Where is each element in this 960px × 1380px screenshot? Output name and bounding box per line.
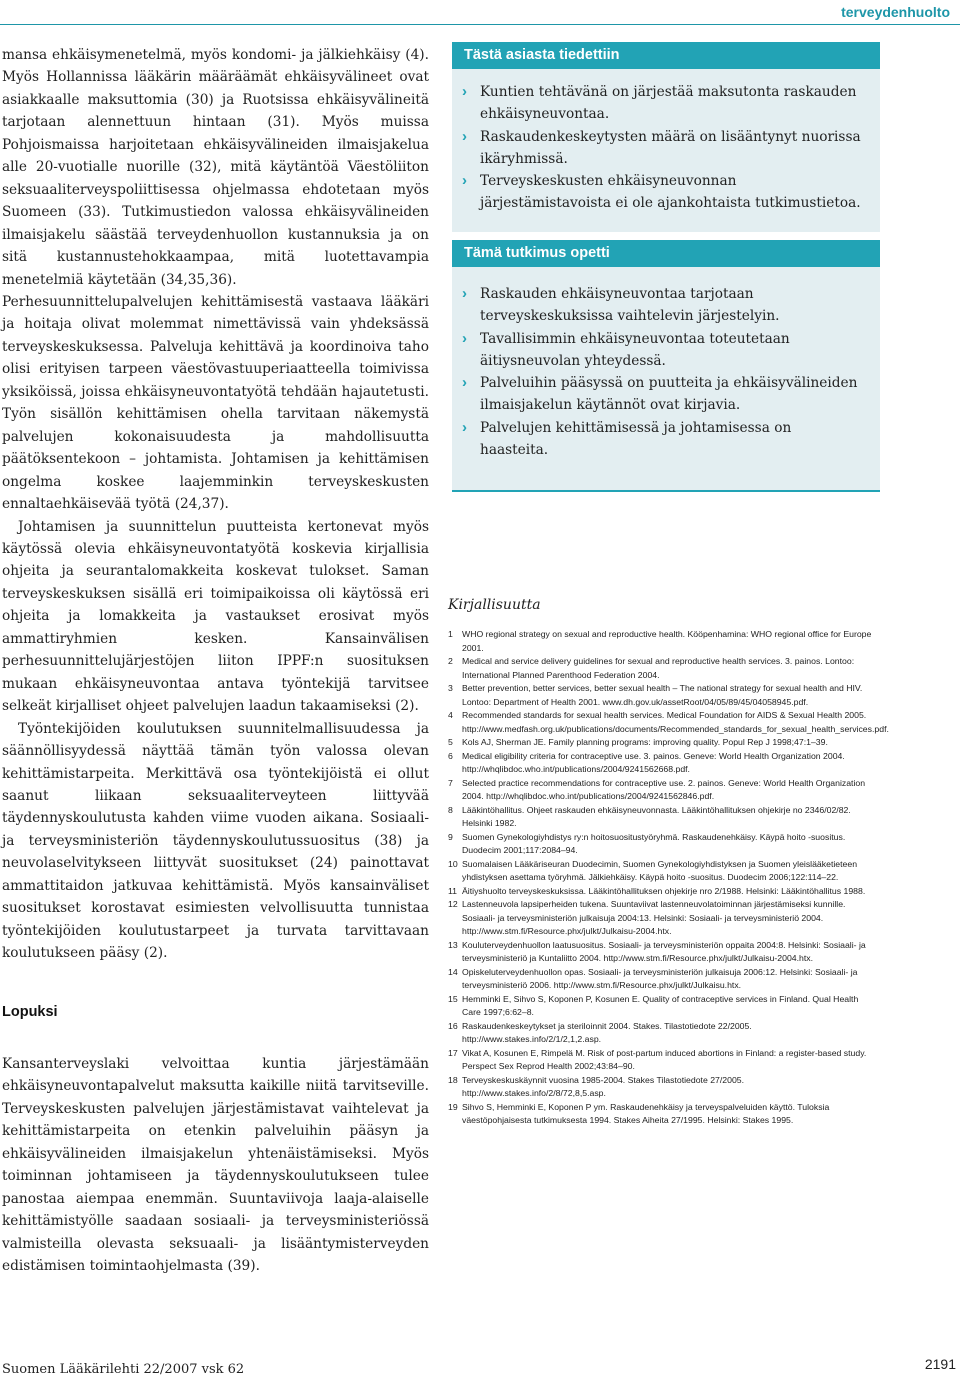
reference-item	[448, 1020, 876, 1047]
reference-number: 19	[448, 1101, 458, 1112]
reference-number: 10	[448, 858, 458, 869]
list-item	[462, 81, 862, 126]
reference-item	[448, 898, 876, 939]
reference-text: Selected practice recommendations for contraceptive use. 2. painos. Geneve: World Health Organization 2004. http://whqlibdoc.who.int/publications/2004/9241562846.pdf.	[462, 777, 866, 801]
list-item-text: Raskauden ehkäisyneuvontaa tarjotaan terveyskeskuksissa vaihtelevin järjestelyin.	[480, 286, 780, 325]
chevron-right-icon: ›	[462, 418, 467, 436]
reference-text: Kols AJ, Sherman JE. Family planning programs: improving quality. Popul Rep J 1998;47:1–39.	[462, 737, 828, 747]
chevron-right-icon: ›	[462, 329, 467, 347]
reference-item	[448, 750, 876, 777]
reference-item	[448, 628, 876, 655]
chevron-right-icon: ›	[462, 172, 467, 190]
reference-item	[448, 885, 876, 899]
known-facts-box	[452, 42, 880, 232]
reference-text: Better prevention, better services, better sexual health – The national strategy for sexual health and HIV. Lontoo: Department of Health 2001. www.dh.gov.uk/assetRoot/04/05/89/45/04058945.pdf.	[462, 683, 863, 707]
chevron-right-icon: ›	[462, 285, 467, 302]
list-item-text: Terveyskeskusten ehkäisyneuvonnan järjestämistavoista ei ole ajankohtaista tutkimustietoa.	[480, 173, 861, 212]
box-bottom-rule	[452, 490, 880, 492]
reference-number: 11	[448, 885, 458, 896]
list-item-text: Kuntien tehtävänä on järjestää maksutonta raskauden ehkäisyneuvontaa.	[480, 84, 857, 123]
reference-number: 13	[448, 939, 458, 950]
body-paragraph: mansa ehkäisymenetelmä, myös kondomi- ja jälkiehkäisy (4). Myös Hollannissa lääkärin määräämät ehkäisyvälineet ovat asiakkaalle maksuttomia (30) ja Ruotsissa ehkäisyvälineitä tarjotaan alennettuun hintaan (31). Myös muissa Pohjoismaissa harjoitetaan ehkäisyvälineiden ilmaisjakelua alle 20-vuotialle nuorille (32), mitä käytäntöä Väestöliiton seksuaaliterveyspoliittisessa ohjelmassa ehdotetaan myös Suomeen (33). Tutkimustiedon valossa ehkäisyvälineiden ilmaisjakelu säästää terveydenhuollon kustannuksia ja on sitä kustannustehokkaampaa, mitä luotettavampia menetelmiä käytetään (34,35,36).	[2, 47, 429, 288]
reference-text: Sihvo S, Hemminki E, Koponen P ym. Raskaudenehkäisy ja terveyspalveluiden käyttö. Tuloksia väestöpohjaisesta tutkimuksesta 1994. Stakes Aiheita 27/1995. Helsinki: Stakes 1995.	[462, 1101, 830, 1125]
list-item-text: Raskaudenkeskeytysten määrä on lisääntynyt nuorissa ikäryhmissä.	[480, 128, 861, 167]
reference-item	[448, 804, 876, 831]
reference-text: Vikat A, Kosunen E, Rimpelä M. Risk of post-partum induced abortions in Finland: a register-based study. Perspect Sex Reprod Health 2002;43:84–90.	[462, 1047, 867, 1071]
page-number: 2191	[924, 1356, 956, 1372]
chevron-right-icon: ›	[462, 83, 467, 100]
reference-item	[448, 939, 876, 966]
article-body-column	[2, 44, 429, 1278]
list-item-text: Palveluihin pääsyssä on puutteita ja ehkäisyvälineiden ilmaisjakelun käytännöt ovat kirjavia.	[480, 375, 858, 414]
known-facts-title: Tästä asiasta tiedettiin	[452, 42, 880, 69]
study-taught-box	[452, 240, 880, 490]
reference-text: Hemminki E, Sihvo S, Koponen P, Kosunen E. Quality of contraceptive services in Finland. Qual Health Care 1997;6:62–8.	[462, 993, 859, 1017]
reference-number: 5	[448, 737, 453, 747]
study-taught-title: Tämä tutkimus opetti	[452, 240, 880, 267]
reference-item	[448, 993, 876, 1020]
reference-text: Medical eligibility criteria for contraceptive use. 3. painos. Geneve: World Health Organization 2004. http://whqlibdoc.who.int/publications/2004/9241562668.pdf.	[462, 750, 845, 774]
body-paragraph: Työntekijöiden koulutuksen suunnitelmallisuudessa ja säännöllisyydessä näyttää tämän työn valossa olevan kehittämistarpeita. Merkittävä osa työntekijöistä ei ollut saanut liikaan seksuaaliterveyteen liittyvää täydennyskoulutusta kahden viime vuoden aikana. Sosiaali- ja terveysministeriön täydennyskoulutussuositus (38) ja neuvolaselvitykseen liittyvät suositukset (24) painottavat ammattitaidon jatkuvaa kehittämistä. Myös kansainväliset suositukset korostavat esimiesten velvollisuutta tunnistaa työntekijöiden koulutustarpeet ja turvata tarvittavaan koulutukseen pääsy (2).	[2, 720, 429, 962]
list-item-text: Palvelujen kehittämisessä ja johtamisessa on haasteita.	[480, 419, 792, 459]
reference-number: 12	[448, 899, 458, 909]
list-item	[462, 170, 862, 215]
reference-number: 18	[448, 1074, 458, 1085]
section-heading: Lopuksi	[2, 1003, 58, 1020]
reference-item	[448, 1047, 876, 1074]
reference-text: Lastenneuvola lapsiperheiden tukena. Suuntaviivat lastenneuvolatoiminnan järjestämiseksi kunnille. Sosiaali- ja terveysministeriön julkaisuja 2004:13. Helsinki: Sosiaali- ja terveysministeriö 2004. http://www.stm.fi/Resource.phx/julkt/Julkaisu-2004.htx.	[462, 899, 846, 936]
list-item	[462, 283, 862, 328]
footer-journal: Suomen Lääkärilehti 22/2007 vsk 62	[2, 1362, 245, 1377]
reference-number: 7	[448, 777, 453, 788]
reference-text: Suomalaisen Lääkäriseuran Duodecimin, Suomen Gynekologiyhdistyksen ja Suomen yleislääketieteen yhdistyksen asettama työryhmä. Jälkiehkäisy. Käypä hoito -suositus. Duodecim 2006;122:114–22.	[462, 858, 858, 882]
reference-number: 2	[448, 656, 453, 666]
reference-text: Terveyskeskuskäynnit vuosina 1985-2004. Stakes Tilastotiedote 27/2005. http://www.stakes.info/2/8/72,8,5.asp.	[462, 1074, 745, 1098]
reference-item	[448, 777, 876, 804]
list-item-text: Tavallisimmin ehkäisyneuvontaa toteutetaan äitiysneuvolan yhteydessä.	[480, 330, 790, 369]
references-list	[448, 628, 889, 1128]
header-divider	[0, 24, 960, 25]
list-item	[462, 417, 862, 462]
reference-item	[448, 682, 876, 709]
reference-text: Lääkintöhallitus. Ohjeet raskauden ehkäisyneuvonnasta. Lääkintöhallituksen ohjekirje no 2346/02/82. Helsinki 1982.	[462, 804, 851, 828]
reference-item	[448, 966, 876, 993]
reference-text: Medical and service delivery guidelines for sexual and reproductive health services. 3. painos. Lontoo: International Planned Parenthood Federation 2004.	[462, 656, 855, 680]
list-item	[462, 126, 862, 171]
reference-text: Äitiyshuolto terveyskeskuksissa. Lääkintöhallituksen ohjekirje nro 2/1988. Helsinki: Lääkintöhallitus 1988.	[462, 885, 866, 896]
references-title: Kirjallisuutta	[448, 597, 541, 613]
reference-item	[448, 655, 876, 682]
reference-number: 15	[448, 993, 458, 1004]
reference-number: 17	[448, 1047, 458, 1058]
body-paragraph: Perhesuunnittelupalvelujen kehittämisestä vastaava lääkäri ja hoitaja olivat molemmat nimettävissä vain yhdeksässä terveyskeskuksessa. Palveluja kehittävä ja koordinoiva taho olisi erityisen tarpeen väestövastuuperiaatteella toimivissa yksiköissä, joissa ehkäisyneuvontatyötä tehdään hajautetusti. Työn sisällön kehittämisen ohella tarvitaan näkemystä palvelujen kokonaisuudesta ja mahdollisuutta päätöksentekoon – johtamista. Johtamisen ja kehittämisen ongelma koskee laajemminkin terveyskeskusten ennaltaehkäisevää työtä (24,37).	[2, 293, 429, 513]
reference-number: 16	[448, 1020, 458, 1031]
list-item	[462, 328, 862, 373]
reference-text: WHO regional strategy on sexual and reproductive health. Kööpenhamina: WHO regional office for Europe 2001.	[462, 629, 872, 653]
reference-text: Raskaudenkeskeytykset ja steriloinnit 2004. Stakes. Tilastotiedote 22/2005. http://www.stakes.info/2/1/2,1,2.asp.	[462, 1020, 752, 1044]
reference-text: Suomen Gynekologiyhdistys ry:n hoitosuositustyöryhmä. Raskaudenehkäisy. Käypä hoito -suositus. Duodecim 2001;117:2084–94.	[462, 831, 846, 855]
chevron-right-icon: ›	[462, 127, 467, 145]
reference-number: 9	[448, 831, 453, 842]
reference-item	[448, 831, 876, 858]
body-paragraph: Kansanterveyslaki velvoittaa kuntia järjestämään ehkäisyneuvontapalvelut maksutta kaikille niitä tarvitseville. Terveyskeskusten palvelujen järjestämistavat vaihtelevat ja kehittämistarpeita on etenkin palveluihin pääsyn ja ehkäisyvälineiden ilmaisjakelun yhtenäistämiseksi. Myös toiminnan johtamiseen ja täydennyskoulutukseen tulee panostaa aiempaa enemmän. Suuntaviivoja laaja-alaiselle kehittämistyölle saadaan sosiaali- ja terveysministeriössä valmisteilla olevasta seksuaali- ja lisääntymisterveyden edistämisen toimintaohjelmasta (39).	[2, 1056, 429, 1275]
reference-text: Opiskeluterveydenhuollon opas. Sosiaali- ja terveysministeriön julkaisuja 2006:12. Helsinki: Sosiaali- ja terveysministeriö 2006. http://www.stm.fi/Resource.phx/julkt/Julkaisu.htx.	[462, 966, 858, 990]
reference-number: 8	[448, 804, 453, 815]
section-label: terveydenhuolto	[841, 4, 950, 20]
reference-item	[448, 1101, 876, 1128]
reference-item	[448, 1074, 876, 1101]
reference-item	[448, 709, 889, 736]
reference-item	[448, 858, 876, 885]
body-paragraph: Johtamisen ja suunnittelun puutteista kertonevat myös käytössä olevia ehkäisyneuvontatyötä koskevia kirjallisia ohjeita ja seurantalomakkeita koskevat tulokset. Saman terveyskeskuksen sisällä eri toimipaikoissa oli käytössä eri ohjeita ja lomakkeita ja vastaukset erosivat myös ammattiryhmien kesken. Kansainvälisen perhesuunnittelujärjestöjen liiton IPPF:n suosituksen mukaan ehkäisyneuvontaa antava työntekijä tarvitsee selkeät kirjalliset ohjeet palvelujen laadun takaamiseksi (2).	[2, 518, 429, 715]
reference-text: Recommended standards for sexual health services. Medical Foundation for AIDS & Sexual Health 2005. http://www.medfash.org.uk/publications/documents/Recommended_standards_for_sexual_health_services.pdf.	[462, 710, 889, 734]
reference-number: 6	[448, 750, 453, 761]
reference-number: 1	[448, 629, 453, 639]
reference-number: 3	[448, 683, 453, 693]
reference-number: 4	[448, 710, 453, 720]
reference-text: Kouluterveydenhuollon laatusuositus. Sosiaali- ja terveysministeriön oppaita 2004:8. Helsinki: Sosiaali- ja terveysministeriö ja Kuntaliitto 2004. http://www.stm.fi/Resource.phx/julkt/Julkaisu-2004.htx.	[462, 939, 866, 963]
reference-item	[448, 736, 876, 750]
list-item	[462, 372, 862, 417]
reference-number: 14	[448, 966, 458, 977]
chevron-right-icon: ›	[462, 374, 467, 392]
